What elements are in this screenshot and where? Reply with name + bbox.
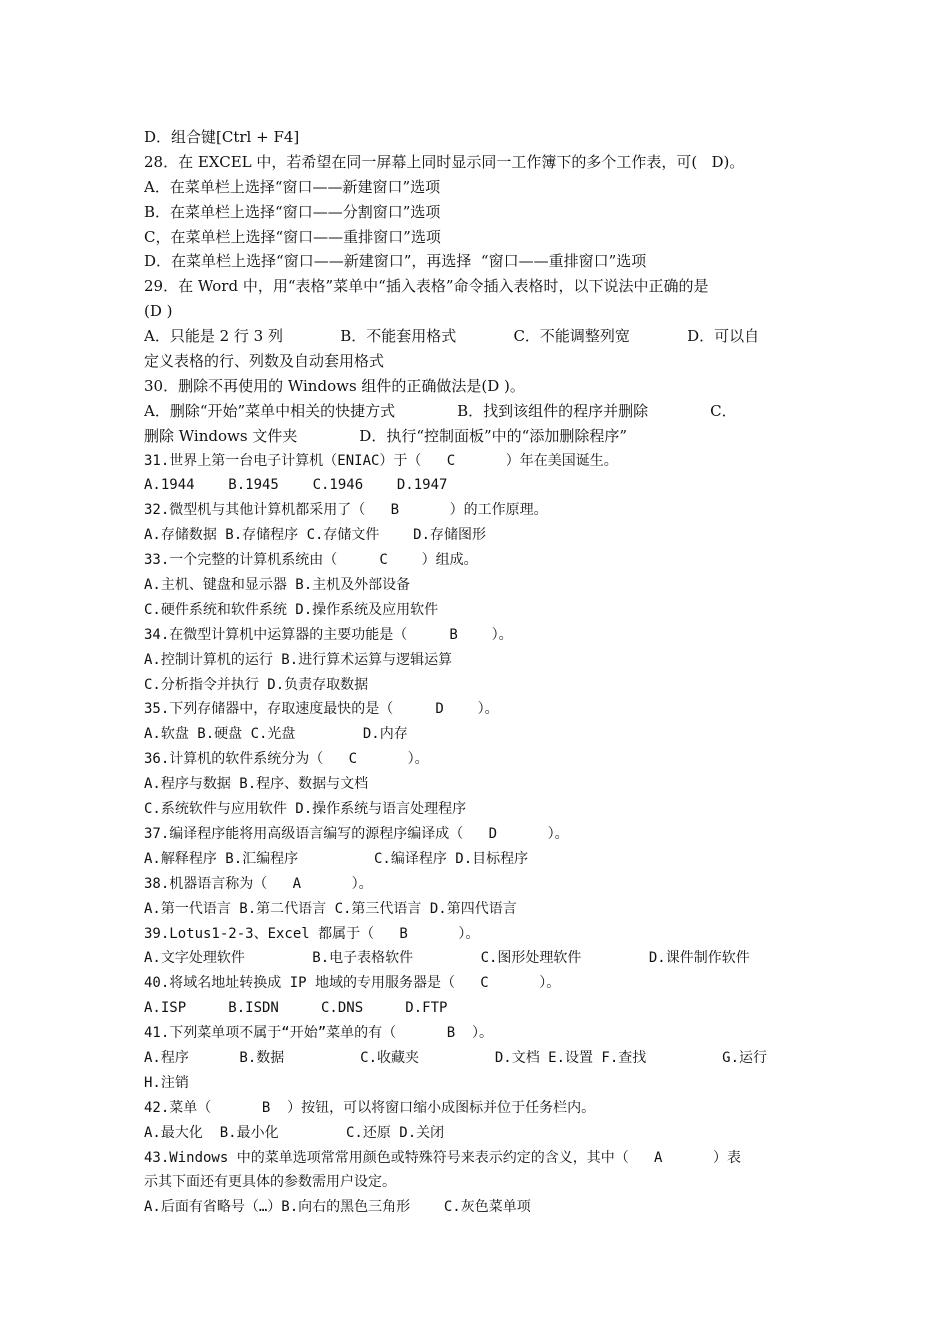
- option-line: A．只能是 2 行 3 列 B．不能套用格式 C．不能调整列宽 D．可以自: [144, 327, 760, 346]
- option-line: A.后面有省略号（…）B.向右的黑色三角形 C.灰色菜单项: [144, 1199, 531, 1216]
- question-41: 41.下列菜单项不属于“开始”菜单的有（ B ）。: [144, 1025, 494, 1042]
- question-36: 36.计算机的软件系统分为（ C ）。: [144, 751, 429, 768]
- question-33: 33.一个完整的计算机系统由（ C ）组成。: [144, 552, 478, 569]
- text-line: (D ): [144, 302, 173, 321]
- option-line: A.控制计算机的运行 B.进行算术运算与逻辑运算: [144, 651, 453, 668]
- question-38: 38.机器语言称为（ A ）。: [144, 875, 373, 892]
- option-line: A．删除“开始”菜单中相关的快捷方式 B．找到该组件的程序并删除 C．: [144, 401, 737, 420]
- option-line: A.1944 B.1945 C.1946 D.1947: [144, 477, 448, 494]
- document-body: [144, 125, 804, 1220]
- question-32: 32.微型机与其他计算机都采用了（ B ）的工作原理。: [144, 502, 548, 519]
- question-39: 39.Lotus1-2-3、Excel 都属于（ B ）。: [144, 925, 480, 942]
- option-line: A．在菜单栏上选择“窗口——新建窗口”选项: [144, 177, 441, 196]
- question-43: 43.Windows 中的菜单选项常常用颜色或特殊符号来表示约定的含义，其中（ A ）表: [144, 1149, 742, 1166]
- option-line: A.存储数据 B.存储程序 C.存储文件 D.存储图形: [144, 527, 487, 544]
- option-line: A.程序与数据 B.程序、数据与文档: [144, 776, 369, 793]
- question-42: 42.菜单（ B ）按钮，可以将窗口缩小成图标并位于任务栏内。: [144, 1099, 596, 1116]
- option-line: C.硬件系统和软件系统 D.操作系统及应用软件: [144, 601, 439, 618]
- option-line: C，在菜单栏上选择“窗口——重排窗口”选项: [144, 227, 441, 246]
- option-line: A.最大化 B.最小化 C.还原 D.关闭: [144, 1124, 445, 1141]
- option-line: C.系统软件与应用软件 D.操作系统与语言处理程序: [144, 801, 467, 818]
- question-29: 29．在 Word 中，用“表格”菜单中“插入表格”命令插入表格时，以下说法中正确的是: [144, 277, 709, 296]
- question-30: 30．删除不再使用的 Windows 组件的正确做法是(D )。: [144, 376, 525, 395]
- option-line: B．在菜单栏上选择“窗口——分割窗口”选项: [144, 202, 441, 221]
- question-37: 37.编译程序能将用高级语言编写的源程序编译成（ D ）。: [144, 825, 569, 842]
- option-line: A.主机、键盘和显示器 B.主机及外部设备: [144, 577, 411, 594]
- option-line: A.解释程序 B.汇编程序 C.编译程序 D.目标程序: [144, 850, 529, 867]
- question-31: 31.世界上第一台电子计算机（ENIAC）于（ C ）年在美国诞生。: [144, 452, 618, 469]
- option-line: C.分析指令并执行 D.负责存取数据: [144, 676, 369, 693]
- option-line: A.文字处理软件 B.电子表格软件 C.图形处理软件 D.课件制作软件: [144, 950, 750, 967]
- option-line: A.程序 B.数据 C.收藏夹 D.文档 E.设置 F.查找 G.运行: [144, 1049, 768, 1066]
- question-34: 34.在微型计算机中运算器的主要功能是（ B ）。: [144, 626, 513, 643]
- option-line: 删除 Windows 文件夹 D．执行“控制面板”中的“添加删除程序”: [144, 426, 628, 445]
- option-line: H.注销: [144, 1074, 189, 1091]
- option-line: A.ISP B.ISDN C.DNS D.FTP: [144, 1000, 448, 1017]
- question-35: 35.下列存储器中，存取速度最快的是（ D ）。: [144, 701, 499, 718]
- option-line: D．在菜单栏上选择“窗口——新建窗口”，再选择 “窗口——重排窗口”选项: [144, 252, 647, 271]
- question-40: 40.将域名地址转换成 IP 地域的专用服务器是（ C ）。: [144, 975, 561, 992]
- text-line: D．组合键[Ctrl + F4]: [144, 128, 300, 146]
- question-28: 28．在 EXCEL 中，若希望在同一屏幕上同时显示同一工作簿下的多个工作表，可( D)。: [144, 152, 745, 171]
- option-line: A.软盘 B.硬盘 C.光盘 D.内存: [144, 726, 408, 743]
- text-line: 示其下面还有更具体的参数需用户设定。: [144, 1174, 396, 1191]
- option-line: A.第一代语言 B.第二代语言 C.第三代语言 D.第四代语言: [144, 900, 517, 917]
- option-line: 定义表格的行、列数及自动套用格式: [144, 352, 385, 371]
